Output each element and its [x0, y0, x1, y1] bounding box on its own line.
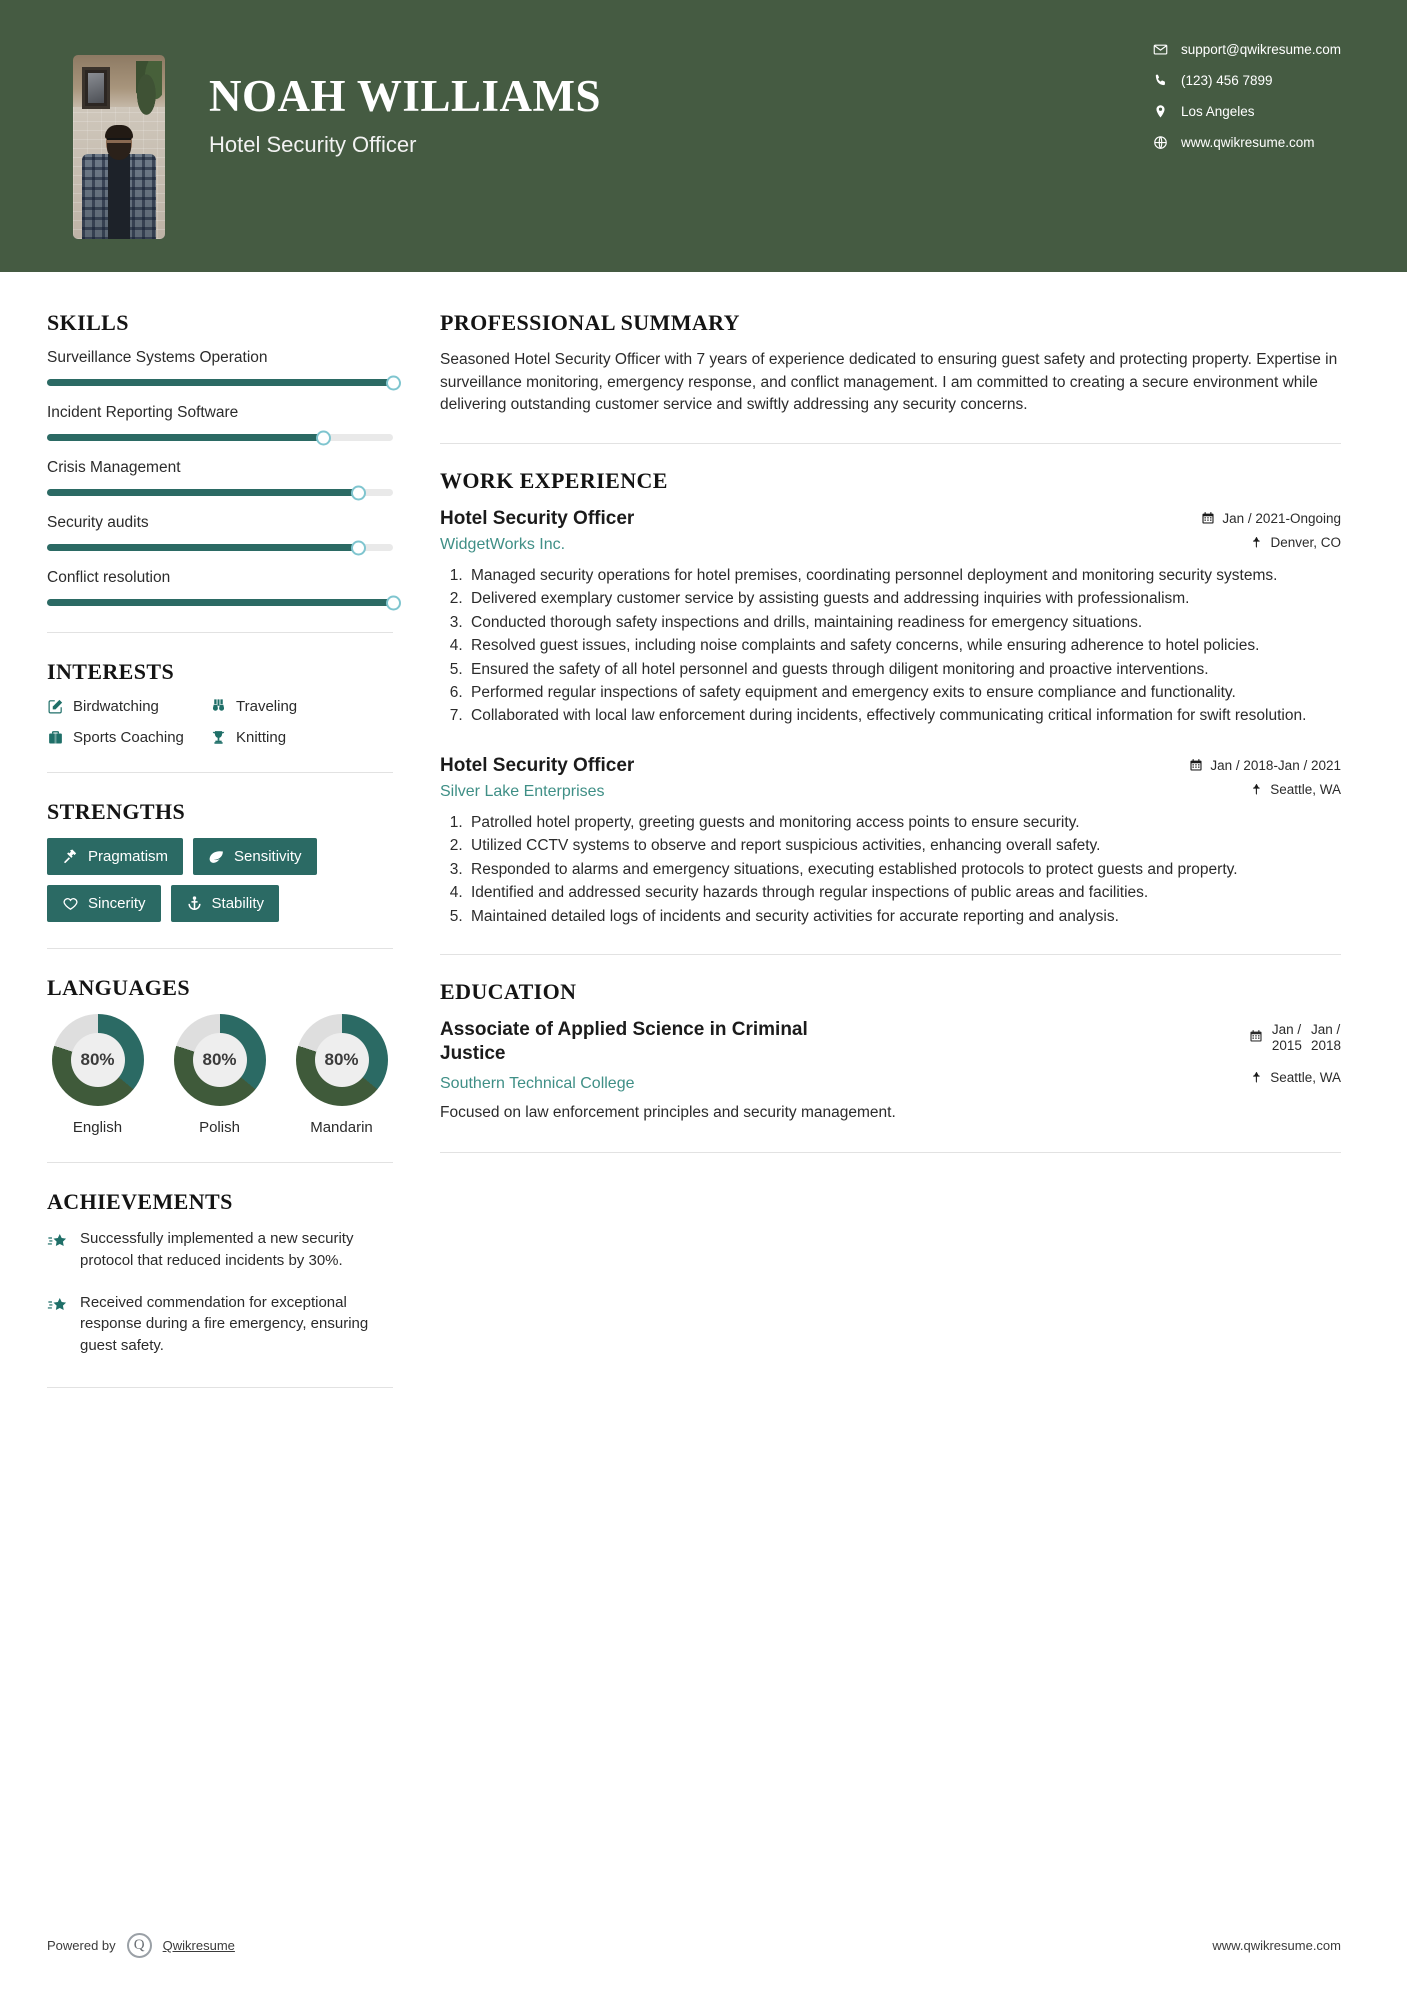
job-bullet: 1. Patrolled hotel property, greeting guests and monitoring access points to ensure security.: [467, 812, 1341, 834]
education-subheader: [440, 1070, 1341, 1093]
strength-badge: [171, 885, 280, 922]
job-bullet: 6. Performed regular inspections of safety equipment and emergency exits to ensure compliance and functionality.: [467, 682, 1341, 704]
languages-heading: LANGUAGES: [47, 975, 190, 1000]
interests-heading: INTERESTS: [47, 659, 175, 684]
footer-branding: [47, 1933, 235, 1958]
footer-website[interactable]: www.qwikresume.com: [1212, 1938, 1341, 1953]
job-location-row: [1189, 782, 1341, 797]
photo-person-glasses: [107, 138, 131, 144]
job-date-row: [1189, 758, 1341, 773]
divider: [47, 772, 393, 773]
language-label: Mandarin: [310, 1119, 373, 1136]
language-item: [169, 1014, 270, 1136]
skill-progress-knob[interactable]: [351, 540, 366, 555]
skill-progress-bar: [47, 544, 393, 551]
avatar: [73, 55, 165, 239]
skill-label: Crisis Management: [47, 459, 181, 476]
achievements-list: [47, 1228, 400, 1357]
photo-person: [80, 127, 158, 239]
strength-badge: [47, 885, 161, 922]
photo-person-tshirt: [108, 154, 130, 239]
language-donut-chart: [296, 1014, 388, 1106]
skill-progress-fill: [47, 379, 393, 386]
job-header: [440, 754, 1341, 801]
strength-label: Sincerity: [88, 895, 146, 912]
job-meta: [1201, 507, 1341, 550]
job-location-row: [1201, 535, 1341, 550]
job-role: Hotel Security Officer: [440, 754, 635, 776]
heart-icon: [62, 895, 79, 912]
skill-progress-knob[interactable]: [386, 595, 401, 610]
language-percent: 80%: [80, 1050, 115, 1069]
language-item: [47, 1014, 148, 1136]
strength-label: Sensitivity: [234, 848, 302, 865]
briefcase-icon: [47, 729, 73, 746]
language-donut-center: [315, 1033, 369, 1087]
skill-item: [47, 514, 400, 551]
skills-list: [47, 349, 400, 606]
education-meta: [1249, 1018, 1341, 1054]
summary-text: Seasoned Hotel Security Officer with 7 years of experience dedicated to ensuring guest safety and protecting property. Expertise in surveillance monitoring, emergency response, and conflict management. I am committed to creating a secure environment while delivering outstanding customer service and swiftly addressing any security concerns.: [440, 351, 1338, 414]
candidate-name: NOAH WILLIAMS: [209, 71, 601, 121]
job-date: Jan / 2021-Ongoing: [1222, 510, 1341, 526]
education-header: [440, 1018, 1341, 1066]
skill-progress-knob[interactable]: [351, 485, 366, 500]
calendar-icon: [1249, 1029, 1263, 1047]
work-experience-heading: WORK EXPERIENCE: [440, 467, 668, 493]
skill-label: Surveillance Systems Operation: [47, 349, 268, 366]
language-label: Polish: [199, 1119, 240, 1136]
education-location: Seattle, WA: [1270, 1069, 1341, 1085]
divider: [47, 1162, 393, 1163]
strength-badge: [193, 838, 317, 875]
language-donut-center: [193, 1033, 247, 1087]
map-pin-icon: [1250, 783, 1263, 796]
contact-website-text: www.qwikresume.com: [1180, 135, 1315, 150]
job-bullet: 4. Identified and addressed security hazards through regular inspections of public areas and facilities.: [467, 882, 1341, 904]
interest-item: [47, 698, 210, 715]
photo-plant: [136, 61, 162, 117]
job-bullet: 3. Conducted thorough safety inspections and drills, maintaining readiness for emergency situations.: [467, 612, 1341, 634]
interests-list: [47, 698, 393, 746]
contact-website[interactable]: [1153, 135, 1341, 150]
skill-label: Security audits: [47, 514, 149, 531]
education-date-end: Jan / 2018: [1310, 1022, 1341, 1053]
strength-badge: [47, 838, 183, 875]
language-donut-center: [71, 1033, 125, 1087]
skill-label: Conflict resolution: [47, 569, 171, 586]
calendar-icon: [1189, 758, 1203, 772]
candidate-job-title: Hotel Security Officer: [209, 132, 417, 158]
interest-label: Traveling: [236, 698, 298, 715]
divider: [440, 443, 1341, 444]
job-identity: [440, 754, 1189, 801]
job-location: Denver, CO: [1270, 534, 1341, 550]
divider: [47, 1387, 393, 1388]
identity-block: [209, 55, 601, 158]
globe-icon: [1153, 135, 1177, 150]
language-donut-chart: [174, 1014, 266, 1106]
skill-progress-fill: [47, 544, 358, 551]
job-bullet: 3. Responded to alarms and emergency situations, executing established protocols to protect guests and property.: [467, 859, 1341, 881]
divider: [440, 1152, 1341, 1153]
skills-heading: SKILLS: [47, 310, 129, 335]
language-percent: 80%: [324, 1050, 359, 1069]
job-bullet: 2. Utilized CCTV systems to observe and report suspicious activities, enhancing overall safety.: [467, 835, 1341, 857]
skill-item: [47, 349, 400, 386]
education-date-row: [1249, 1022, 1341, 1054]
language-percent: 80%: [202, 1050, 237, 1069]
contact-email-text: support@qwikresume.com: [1180, 42, 1341, 57]
trophy-icon: [210, 729, 236, 746]
job-date: Jan / 2018-Jan / 2021: [1210, 757, 1341, 773]
phone-icon: [1153, 73, 1177, 88]
interest-label: Sports Coaching: [73, 729, 184, 746]
interest-item: [210, 698, 393, 715]
photo-wall-frame: [82, 67, 110, 109]
divider: [47, 948, 393, 949]
calendar-icon: [1201, 511, 1215, 525]
job-bullet: 4. Resolved guest issues, including noise complaints and safety concerns, while ensuring adherence to hotel policies.: [467, 635, 1341, 657]
achievement-text: Received commendation for exceptional response during a fire emergency, ensuring guest safety.: [80, 1293, 369, 1354]
star-shooting-icon: [47, 1295, 68, 1357]
job-identity: [440, 507, 1201, 554]
map-pin-icon: [1250, 536, 1263, 549]
skill-progress-knob[interactable]: [386, 375, 401, 390]
contact-location: [1153, 104, 1341, 119]
divider: [47, 632, 393, 633]
mail-icon: [1153, 42, 1177, 57]
qwikresume-brand-link[interactable]: Qwikresume: [162, 1938, 235, 1953]
job-location: Seattle, WA: [1270, 781, 1341, 797]
education-school: Southern Technical College: [440, 1074, 635, 1092]
job-bullet-list: [440, 812, 1341, 928]
contact-phone-text: (123) 456 7899: [1180, 73, 1273, 88]
interest-item: [47, 729, 210, 746]
contact-email[interactable]: [1153, 42, 1341, 57]
strength-label: Pragmatism: [88, 848, 169, 865]
skill-progress-fill: [47, 599, 393, 606]
interest-label: Knitting: [236, 729, 287, 746]
achievements-heading: ACHIEVEMENTS: [47, 1189, 233, 1214]
work-experience-list: [440, 507, 1341, 928]
job-bullet: 5. Maintained detailed logs of incidents and security activities for accurate reporting and analysis.: [467, 906, 1341, 928]
skill-progress-fill: [47, 489, 358, 496]
education-identity: [440, 1018, 870, 1066]
strengths-heading: STRENGTHS: [47, 799, 186, 824]
pen-square-icon: [47, 698, 73, 715]
anchor-icon: [186, 895, 203, 912]
photo-person-hair: [105, 125, 133, 139]
job-company: WidgetWorks Inc.: [440, 535, 566, 553]
skill-progress-bar: [47, 379, 393, 386]
divider: [440, 954, 1341, 955]
education-date-start: Jan / 2015: [1271, 1022, 1302, 1053]
job-role: Hotel Security Officer: [440, 507, 635, 529]
skill-progress-knob[interactable]: [316, 430, 331, 445]
powered-by-label: Powered by: [47, 1938, 116, 1953]
job-entry: [440, 754, 1341, 928]
job-bullet-list: [440, 565, 1341, 728]
language-label: English: [72, 1119, 123, 1136]
binoculars-icon: [210, 698, 236, 715]
education-degree: Associate of Applied Science in Criminal Justice: [440, 1019, 808, 1064]
star-shooting-icon: [47, 1231, 68, 1272]
profile-photo-image: [73, 55, 165, 239]
language-item: [291, 1014, 392, 1136]
skill-item: [47, 569, 400, 606]
interest-item: [210, 729, 393, 746]
resume-header: [0, 0, 1407, 272]
contact-phone[interactable]: [1153, 73, 1341, 88]
job-company: Silver Lake Enterprises: [440, 782, 605, 800]
job-entry: [440, 507, 1341, 728]
qwikresume-logo-icon: Q: [127, 1933, 152, 1958]
skill-progress-bar: [47, 489, 393, 496]
education-description: Focused on law enforcement principles and security management.: [440, 1103, 896, 1121]
leaf-icon: [208, 848, 225, 865]
map-pin-icon: [1250, 1071, 1263, 1084]
contact-list: [1153, 42, 1341, 150]
achievement-text: Successfully implemented a new security protocol that reduced incidents by 30%.: [80, 1230, 354, 1269]
education-heading: EDUCATION: [440, 979, 577, 1004]
resume-footer: [0, 1933, 1407, 1958]
main-content: [400, 272, 1407, 1388]
hammer-icon: [62, 848, 79, 865]
interest-label: Birdwatching: [73, 698, 159, 715]
pin-icon: [1153, 104, 1177, 119]
job-bullet: 1. Managed security operations for hotel premises, coordinating personnel deployment and monitoring security systems.: [467, 565, 1341, 587]
sidebar: [0, 272, 400, 1388]
strengths-list: [47, 838, 393, 922]
job-header: [440, 507, 1341, 554]
skill-item: [47, 459, 400, 496]
education-location-row: [1250, 1070, 1341, 1085]
skill-progress-bar: [47, 434, 393, 441]
skill-progress-fill: [47, 434, 324, 441]
contact-location-text: Los Angeles: [1180, 104, 1255, 119]
achievement-item: [47, 1228, 393, 1272]
job-bullet: 2. Delivered exemplary customer service by assisting guests and addressing inquiries with professionalism.: [467, 588, 1341, 610]
skill-label: Incident Reporting Software: [47, 404, 239, 421]
job-meta: [1189, 754, 1341, 797]
job-bullet: 7. Collaborated with local law enforcement during incidents, effectively communicating critical information for swift resolution.: [467, 705, 1341, 727]
language-donut-chart: [52, 1014, 144, 1106]
resume-body: [0, 272, 1407, 1388]
languages-list: [47, 1014, 393, 1136]
achievement-item: [47, 1292, 393, 1357]
summary-heading: PROFESSIONAL SUMMARY: [440, 310, 740, 335]
education-entry: [440, 1018, 1341, 1124]
strength-label: Stability: [211, 895, 265, 912]
job-bullet: 5. Ensured the safety of all hotel personnel and guests through diligent monitoring and proactive interventions.: [467, 659, 1341, 681]
education-list: [440, 1018, 1341, 1124]
job-date-row: [1201, 511, 1341, 526]
skill-progress-bar: [47, 599, 393, 606]
skill-item: [47, 404, 400, 441]
